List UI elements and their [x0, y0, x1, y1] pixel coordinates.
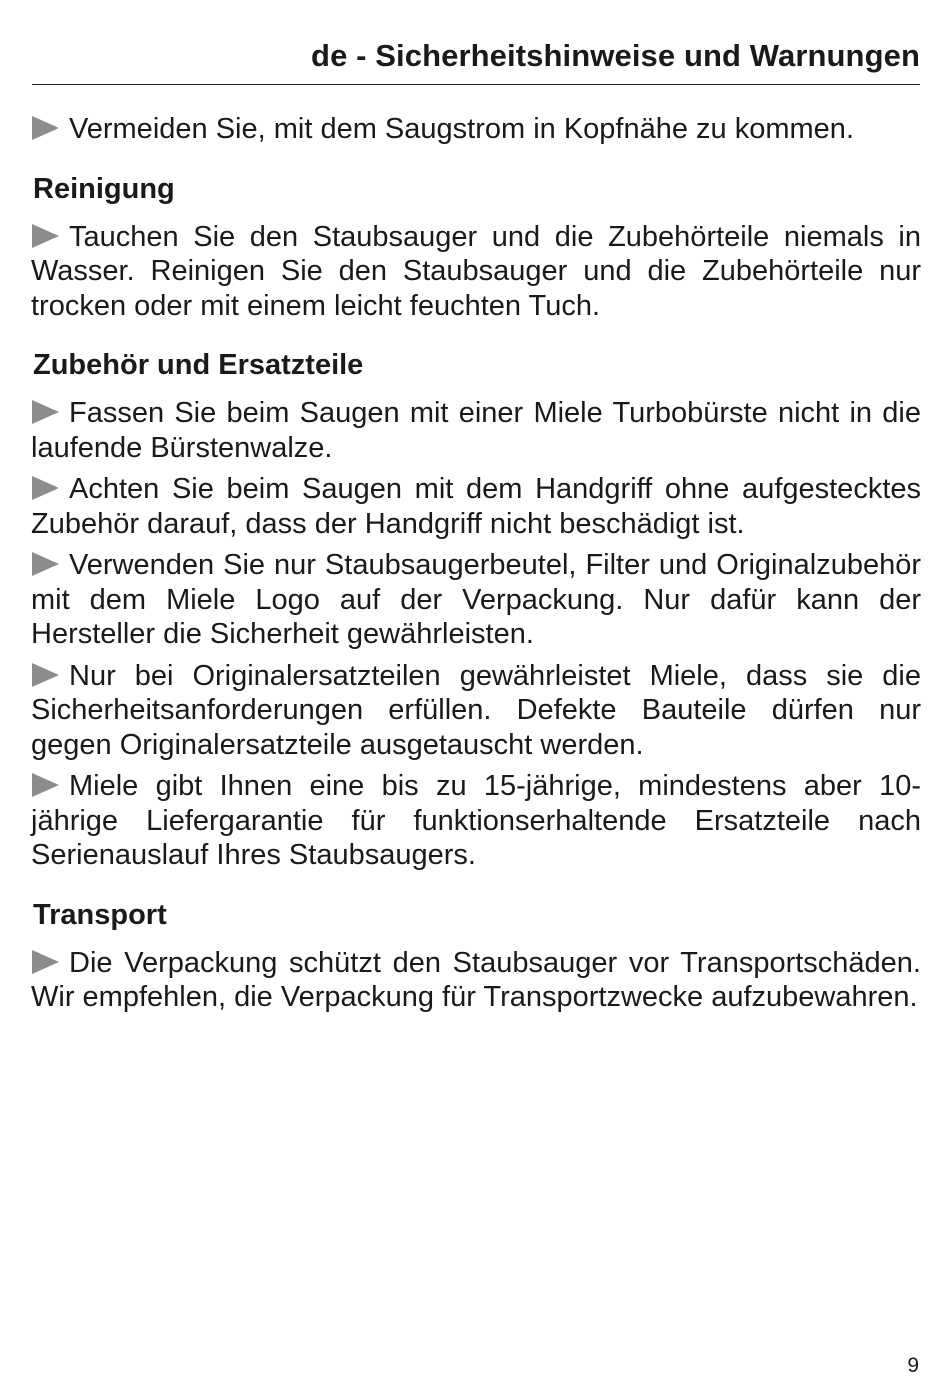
arrow-right-icon	[32, 552, 59, 576]
list-item-text: Nur bei Originalersatzteilen gewährleistet Miele, dass sie die Sicherheitsanforderungen erfüllen. Defekte Bauteile dürfen nur gegen Originalersatzteile ausgetauscht werden.	[31, 659, 921, 761]
section-heading-transport: Transport	[33, 898, 167, 931]
arrow-right-icon	[32, 773, 59, 797]
section-heading-reinigung: Reinigung	[33, 172, 175, 205]
list-item	[31, 946, 921, 1022]
list-item	[31, 769, 921, 880]
list-item	[31, 112, 921, 154]
list-item-text: Verwenden Sie nur Staubsaugerbeutel, Filter und Originalzubehör mit dem Miele Logo auf der Verpackung. Nur dafür kann der Hersteller die Sicherheit gewährleisten.	[31, 549, 921, 650]
page-number: 9	[907, 1354, 919, 1377]
list-item	[31, 659, 921, 770]
arrow-right-icon	[32, 950, 59, 974]
list-item-text: Achten Sie beim Saugen mit dem Handgriff ohne aufgestecktes Zubehör darauf, dass der Handgriff nicht beschädigt ist.	[31, 473, 921, 540]
arrow-right-icon	[32, 476, 59, 500]
arrow-right-icon	[32, 400, 59, 424]
list-item	[31, 396, 921, 472]
list-item	[31, 472, 921, 548]
arrow-right-icon	[32, 663, 59, 687]
list-item-text: Fassen Sie beim Saugen mit einer Miele Turbobürste nicht in die laufende Bürstenwalze.	[31, 397, 921, 464]
section-heading-zubehoer: Zubehör und Ersatzteile	[33, 349, 364, 381]
arrow-right-icon	[32, 116, 59, 140]
page-content	[31, 112, 921, 1022]
header-divider	[32, 84, 920, 85]
list-item-text: Tauchen Sie den Staubsauger und die Zubehörteile niemals in Wasser. Reinigen Sie den Staubsauger und die Zubehörteile nur trocken oder mit einem leicht feuchten Tuch.	[31, 220, 921, 322]
list-item-text: Miele gibt Ihnen eine bis zu 15-jährige, mindestens aber 10-jährige Liefergarantie für funktionserhaltende Ersatzteile nach Serienauslauf Ihres Staubsaugers.	[31, 770, 921, 871]
list-item	[31, 548, 921, 659]
arrow-right-icon	[32, 224, 59, 248]
page-title: de - Sicherheitshinweise und Warnungen	[311, 38, 920, 73]
list-item	[31, 220, 921, 331]
list-item-text: Die Verpackung schützt den Staubsauger vor Transportschäden. Wir empfehlen, die Verpackung für Transportzwecke aufzubewahren.	[31, 946, 921, 1013]
list-item-text: Vermeiden Sie, mit dem Saugstrom in Kopfnähe zu kommen.	[69, 113, 854, 145]
